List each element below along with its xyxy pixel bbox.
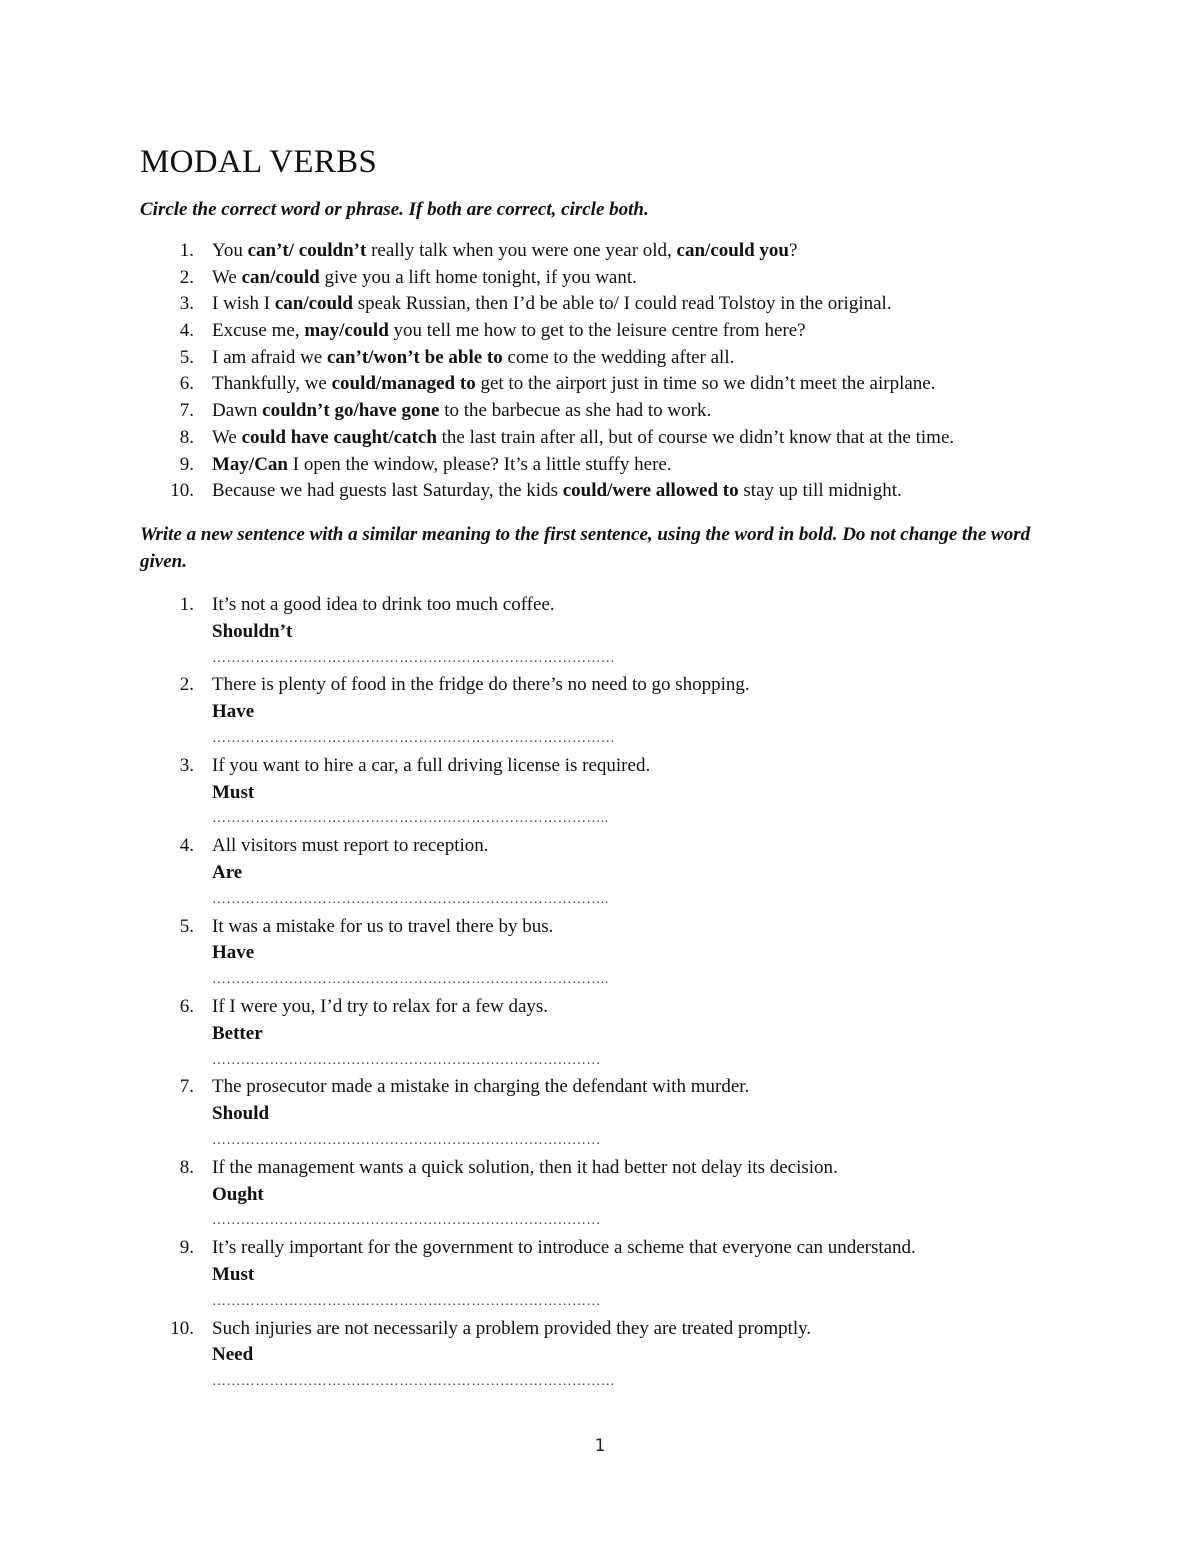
item-number: 3. [179,754,194,776]
exercise-1-item [140,345,1100,372]
answer-choice: couldn’t go/have gone [262,400,440,422]
sentence-text: We [212,426,242,448]
item-number: 9. [179,1237,194,1259]
original-sentence: It’s not a good idea to drink too much coffee. [212,594,555,615]
exercise-2-item [140,914,1100,994]
item-number: 5. [179,915,194,937]
item-number: 8. [179,426,194,448]
exercise-1-item [140,265,1100,292]
item-number: 9. [179,453,194,475]
keyword: Have [212,701,255,723]
answer-line[interactable]: ……………………………………………………………………….. [212,811,609,827]
original-sentence: It’s really important for the government to introduce a scheme that everyone can understand. [212,1237,916,1259]
original-sentence: The prosecutor made a mistake in charging the defendant with murder. [212,1076,750,1098]
sentence-text: We [212,266,242,288]
answer-choice: can/could [274,293,353,315]
answer-choice: could/were allowed to [562,480,739,502]
exercise-1-item [140,238,1100,265]
item-number: 7. [179,400,194,422]
sentence-text: the last train after all, but of course we didn’t know that at the time. [436,426,955,448]
item-number: 3. [179,293,194,315]
keyword: Need [212,1344,254,1366]
original-sentence: If you want to hire a car, a full driving license is required. [212,754,651,776]
exercise-2-item [140,1074,1100,1154]
exercise-1-list [140,238,1100,505]
original-sentence: If I were you, I’d try to relax for a few days. [212,995,549,1017]
keyword: Must [212,781,255,803]
item-number: 10. [170,480,194,502]
sentence-text: speak Russian, then I’d be able to/ I could read Tolstoy in the original. [352,293,892,315]
exercise-1-item [140,478,1100,505]
item-number: 4. [179,320,194,342]
answer-line[interactable]: ………………………………………………………………………… [212,730,616,746]
exercise-2-item [140,753,1100,833]
exercise-1-item [140,371,1100,398]
keyword: Better [212,1022,263,1044]
answer-line[interactable]: ……………………………………………………………………… [212,1052,601,1068]
item-number: 2. [179,266,194,288]
sentence-text: come to the wedding after all. [502,346,735,368]
sentence-text: Excuse me, [212,320,305,342]
answer-choice: can/could you [676,240,789,261]
keyword: Have [212,942,255,964]
sentence-text: Thankfully, we [212,373,332,395]
sentence-text: Because we had guests last Saturday, the kids [212,480,563,502]
item-number: 1. [179,594,194,615]
item-number: 1. [179,240,194,261]
original-sentence: Such injuries are not necessarily a problem provided they are treated promptly. [212,1317,812,1339]
exercise-2-list [140,592,1100,1396]
sentence-text: get to the airport just in time so we didn’t meet the airplane. [475,373,936,395]
item-number: 8. [179,1156,194,1178]
item-number: 2. [179,674,194,696]
exercise-1-item [140,291,1100,318]
exercise-1-item [140,398,1100,425]
sentence-text: I am afraid we [212,346,327,368]
exercise-2-item [140,592,1100,672]
answer-line[interactable]: ……………………………………………………………………… [212,1213,601,1229]
answer-line[interactable]: ……………………………………………………………………….. [212,972,609,988]
original-sentence: If the management wants a quick solution, then it had better not delay its decision. [212,1156,838,1178]
keyword: Should [212,1103,270,1125]
exercise-2-item [140,994,1100,1074]
page-title: MODAL VERBS [140,144,378,180]
original-sentence: It was a mistake for us to travel there by bus. [212,915,554,937]
exercise-2-item [140,1235,1100,1315]
sentence-text: really talk when you were one year old, [366,240,677,261]
item-number: 4. [179,835,194,857]
exercise-2-item [140,1155,1100,1235]
answer-choice: can’t/won’t be able to [327,346,503,368]
sentence-text: You [212,240,248,261]
original-sentence: All visitors must report to reception. [212,835,489,857]
item-number: 7. [179,1076,194,1098]
exercise-1-instructions: Circle the correct word or phrase. If both are correct, circle both. [140,199,649,220]
sentence-text: stay up till midnight. [738,480,902,502]
keyword: Ought [212,1183,264,1205]
keyword: Are [212,861,243,883]
answer-choice: could/managed to [331,373,476,395]
sentence-text: give you a lift home tonight, if you want. [319,266,637,288]
page-number: 1 [594,1436,606,1456]
exercise-2-instructions: Write a new sentence with a similar meaning to the first sentence, using the word in bold. Do not change the word given. [140,524,1031,572]
sentence-text: Dawn [212,400,263,422]
item-number: 6. [179,995,194,1017]
item-number: 5. [179,346,194,368]
exercise-2-item [140,833,1100,913]
answer-line[interactable]: ……………………………………………………………………… [212,1293,601,1309]
answer-choice: can/could [241,266,320,288]
item-number: 6. [179,373,194,395]
sentence-text: I open the window, please? It’s a little stuffy here. [288,453,672,475]
exercise-1-item [140,452,1100,479]
keyword: Shouldn’t [212,620,293,642]
answer-choice: can’t/ couldn’t [247,240,367,261]
sentence-text: ? [789,240,798,261]
exercise-1-item [140,318,1100,345]
exercise-1-item [140,425,1100,452]
item-number: 10. [170,1317,194,1339]
keyword: Must [212,1263,255,1285]
sentence-text: I wish I [212,293,275,315]
answer-line[interactable]: ………………………………………………………………………… [212,1374,616,1390]
sentence-text: you tell me how to get to the leisure centre from here? [388,320,806,342]
sentence-text: to the barbecue as she had to work. [439,400,712,422]
answer-line[interactable]: ……………………………………………………………………… [212,1132,601,1148]
exercise-2-item [140,672,1100,752]
answer-choice: could have caught/catch [241,426,437,448]
answer-choice: may/could [304,320,389,342]
original-sentence: There is plenty of food in the fridge do there’s no need to go shopping. [212,674,750,696]
answer-line[interactable]: ………………………………………………………………………… [212,650,616,666]
answer-line[interactable]: ……………………………………………………………………….. [212,891,609,907]
exercise-2-item [140,1316,1100,1396]
answer-choice: May/Can [212,453,288,475]
